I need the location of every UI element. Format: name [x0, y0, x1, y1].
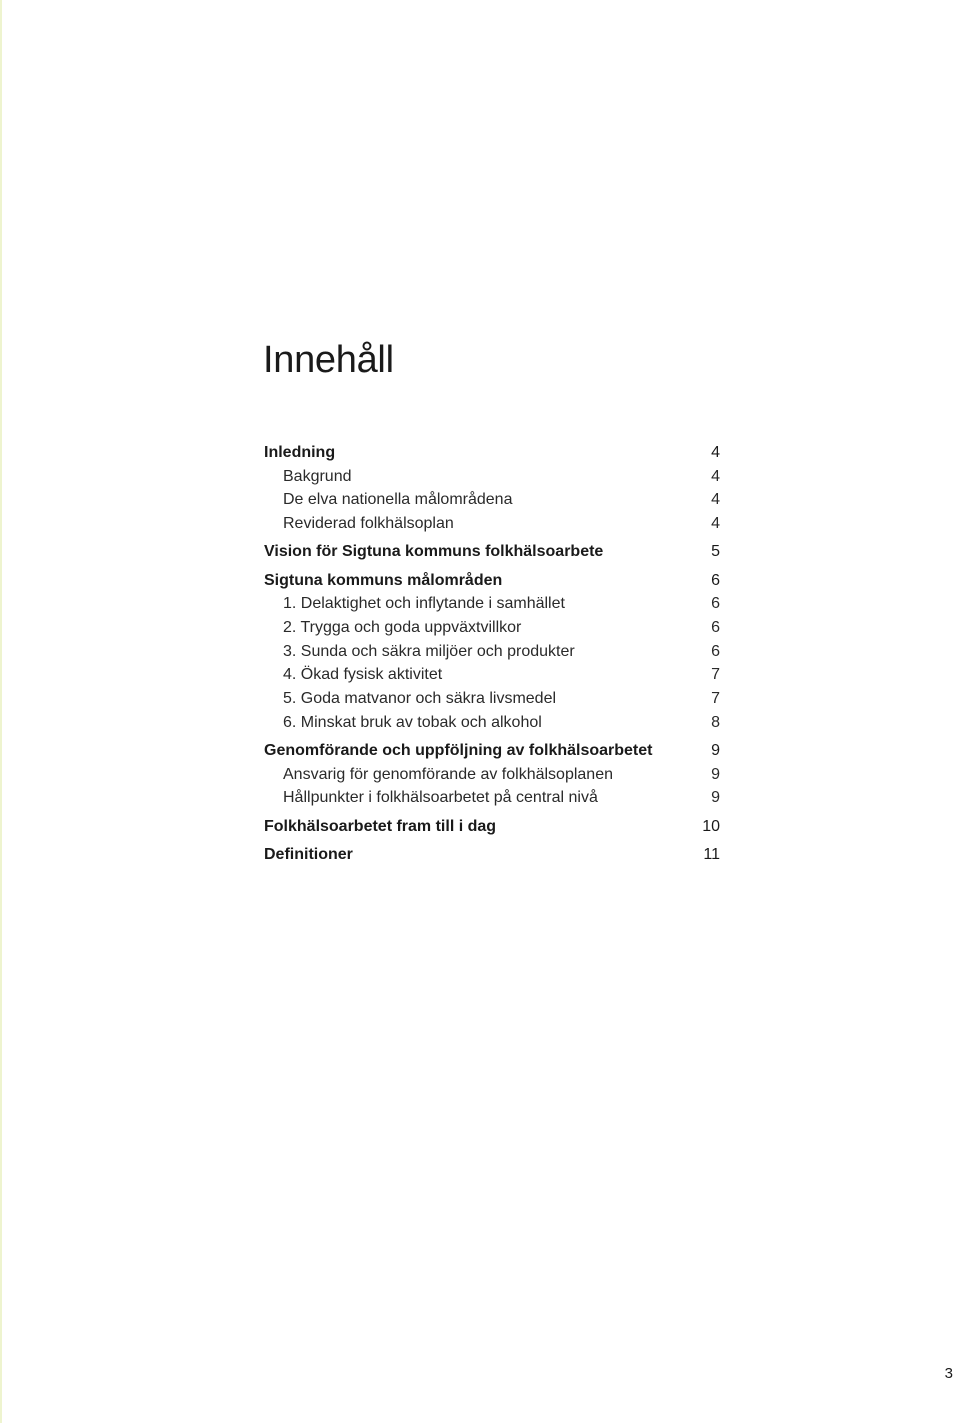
- toc-entry-folkhalsoarbetet[interactable]: [264, 815, 720, 839]
- toc-entry-label: Hållpunkter i folkhälsoarbetet på central nivå: [283, 789, 598, 807]
- toc-entry-ansvarig[interactable]: [264, 763, 720, 787]
- toc-entry-malomrade-4[interactable]: [264, 663, 720, 687]
- toc-entry-page: 8: [711, 713, 720, 731]
- toc-entry-label: 4. Ökad fysisk aktivitet: [283, 666, 443, 684]
- toc-entry-malomrade-5[interactable]: [264, 687, 720, 711]
- toc-entry-genomforande[interactable]: [264, 739, 720, 763]
- toc-entry-label: Reviderad folkhälsoplan: [283, 515, 454, 533]
- toc-entry-vision[interactable]: [264, 540, 720, 564]
- toc-entry-page: 4: [711, 444, 720, 461]
- toc-entry-malomrade-3[interactable]: [264, 640, 720, 664]
- toc-entry-nationella-malomraden[interactable]: [264, 488, 720, 512]
- toc-entry-reviderad-folkhalsoplan[interactable]: [264, 512, 720, 536]
- toc-entry-label: 5. Goda matvanor och säkra livsmedel: [283, 690, 557, 708]
- toc-entry-page: 6: [711, 642, 720, 660]
- toc-entry-label: Bakgrund: [283, 467, 352, 485]
- toc-entry-label: Genomförande och uppföljning av folkhälsoarbetet: [264, 741, 653, 759]
- toc-entry-page: 6: [711, 618, 720, 636]
- toc-entry-definitioner[interactable]: [264, 843, 720, 867]
- toc-entry-label: Vision för Sigtuna kommuns folkhälsoarbete: [264, 543, 604, 561]
- table-of-contents: [264, 441, 720, 866]
- toc-entry-page: 9: [711, 789, 720, 807]
- toc-entry-hallpunkter[interactable]: [264, 786, 720, 810]
- toc-entry-page: 4: [711, 491, 720, 509]
- toc-entry-page: 5: [711, 543, 720, 561]
- toc-entry-malomrade-2[interactable]: [264, 616, 720, 640]
- toc-entry-page: 7: [711, 666, 720, 684]
- toc-entry-inledning[interactable]: [264, 441, 720, 465]
- toc-entry-label: De elva nationella målområdena: [283, 491, 513, 509]
- toc-entry-malomrade-6[interactable]: [264, 711, 720, 735]
- toc-entry-label: 2. Trygga och goda uppväxtvillkor: [283, 618, 522, 636]
- toc-entry-label: 3. Sunda och säkra miljöer och produkter: [283, 642, 575, 660]
- toc-entry-page: 11: [703, 845, 720, 863]
- toc-entry-page: 4: [711, 467, 720, 485]
- toc-entry-label: Definitioner: [264, 845, 353, 863]
- page-title: Innehåll: [263, 339, 394, 381]
- page-number: 3: [944, 1365, 953, 1382]
- toc-entry-label: 6. Minskat bruk av tobak och alkohol: [283, 713, 542, 731]
- toc-entry-page: 7: [711, 690, 720, 708]
- toc-entry-bakgrund[interactable]: [264, 465, 720, 489]
- toc-entry-malomraden[interactable]: [264, 569, 720, 593]
- toc-entry-label: Sigtuna kommuns målområden: [264, 571, 503, 589]
- toc-entry-page: 6: [711, 571, 720, 589]
- toc-entry-page: 6: [711, 595, 720, 613]
- toc-entry-label: 1. Delaktighet och inflytande i samhället: [283, 595, 565, 613]
- toc-entry-label: Ansvarig för genomförande av folkhälsoplanen: [283, 765, 613, 783]
- toc-entry-page: 10: [702, 817, 720, 835]
- toc-entry-malomrade-1[interactable]: [264, 592, 720, 616]
- toc-entry-page: 4: [711, 515, 720, 533]
- toc-entry-label: Inledning: [264, 444, 336, 461]
- toc-entry-page: 9: [711, 765, 720, 783]
- toc-entry-label: Folkhälsoarbetet fram till i dag: [264, 817, 497, 835]
- page-edge-line: [0, 0, 2, 1423]
- toc-entry-page: 9: [711, 741, 720, 759]
